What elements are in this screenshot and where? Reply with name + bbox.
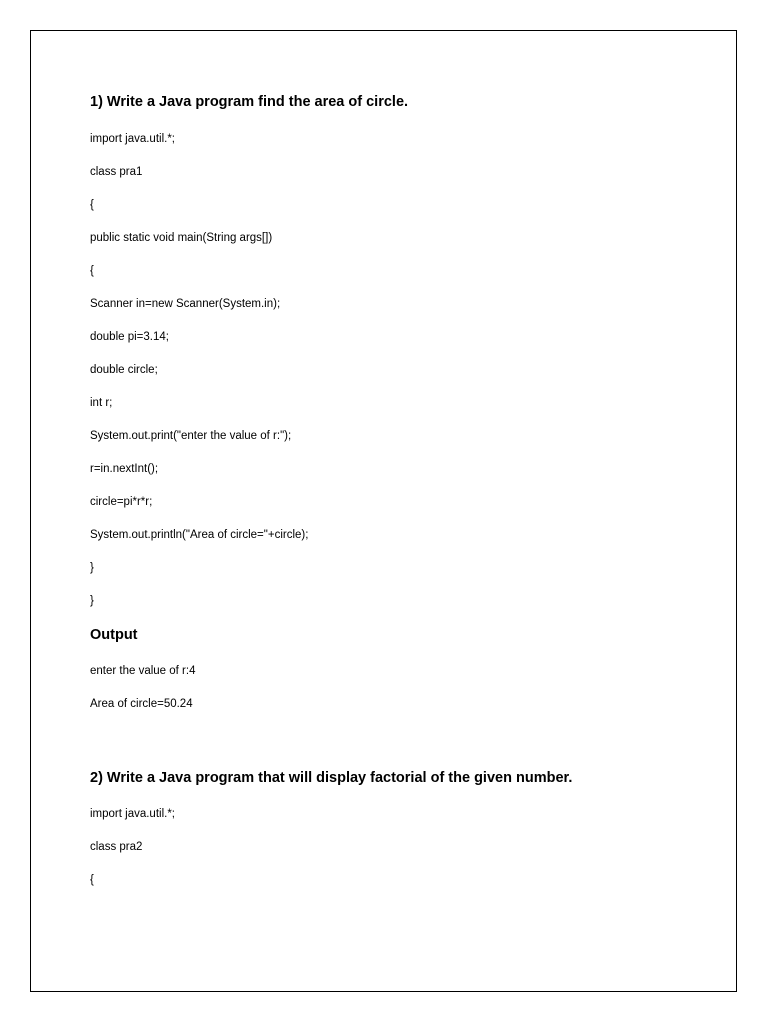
code-line: }: [90, 595, 94, 607]
section2-heading: 2) Write a Java program that will display factorial of the given number.: [90, 770, 573, 786]
code-line: circle=pi*r*r;: [90, 496, 153, 508]
code-line: class pra1: [90, 166, 143, 178]
section1-heading: 1) Write a Java program find the area of circle.: [90, 94, 409, 110]
code-line: import java.util.*;: [90, 133, 176, 145]
code-line: double circle;: [90, 364, 158, 376]
code-line: {: [90, 874, 94, 886]
code-line: int r;: [90, 397, 113, 409]
code-line: Scanner in=new Scanner(System.in);: [90, 298, 281, 310]
code-line: {: [90, 199, 94, 211]
code-line: class pra2: [90, 841, 143, 853]
code-line: {: [90, 265, 94, 277]
code-line: System.out.println("Area of circle="+circle);: [90, 529, 309, 541]
code-line: double pi=3.14;: [90, 331, 169, 343]
code-line: r=in.nextInt();: [90, 463, 159, 475]
output-line: Area of circle=50.24: [90, 698, 193, 710]
code-line: }: [90, 562, 94, 574]
output-heading: Output: [90, 627, 138, 643]
output-line: enter the value of r:4: [90, 665, 196, 677]
code-line: System.out.print("enter the value of r:");: [90, 430, 292, 442]
code-line: public static void main(String args[]): [90, 232, 273, 244]
code-line: import java.util.*;: [90, 808, 176, 820]
